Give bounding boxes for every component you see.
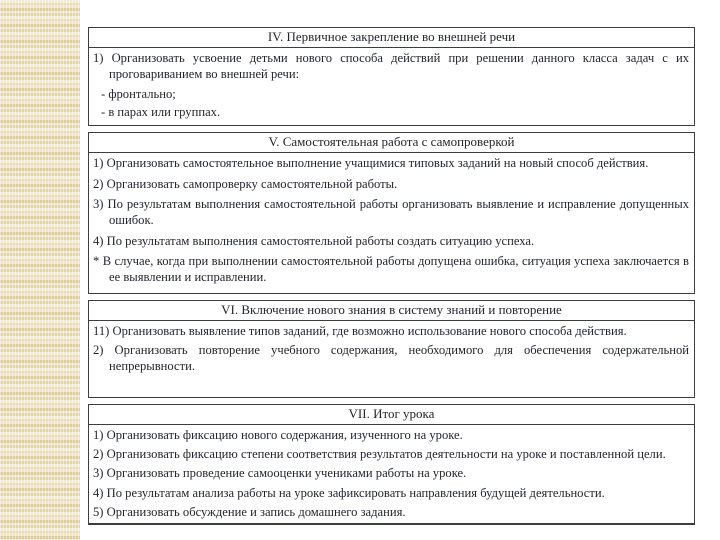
section-box	[88, 300, 695, 398]
list-item: 5) Организовать обсуждение и запись домашнего задания.	[93, 505, 406, 520]
section-title: IV. Первичное закрепление во внешней речи	[89, 28, 694, 48]
list-item: 11) Организовать выявление типов заданий, где возможно использование нового способа действия.	[93, 323, 627, 338]
section-box	[88, 27, 695, 126]
section-box	[88, 404, 695, 526]
list-item: 1) Организовать самостоятельное выполнение учащимися типовых заданий на новый способ действия.	[93, 156, 649, 171]
section-title: VII. Итог урока	[89, 405, 694, 425]
content-column	[88, 27, 695, 531]
section-title: V. Самостоятельная работа с самопроверкой	[89, 133, 694, 153]
list-item: 3) По результатам выполнения самостоятельной работы организовать выявление и исправление допущенных ошибок.	[93, 196, 689, 228]
section-body	[89, 425, 694, 524]
list-item: 4) По результатам анализа работы на уроке зафиксировать направления будущей деятельности.	[93, 485, 605, 500]
section-box	[88, 132, 695, 293]
list-item: 4) По результатам выполнения самостоятельной работы создать ситуацию успеха.	[93, 233, 535, 248]
list-item: 2) Организовать повторение учебного содержания, необходимого для обеспечения содержательной непрерывности.	[93, 342, 689, 374]
section-body	[89, 321, 694, 397]
sections-container	[88, 27, 695, 525]
list-item: - фронтально;	[101, 86, 176, 101]
list-item: 2) Организовать фиксацию степени соответствия результатов деятельности на уроке и поставленной цели.	[93, 446, 666, 461]
list-item: 3) Организовать проведение самооценки учениками работы на уроке.	[93, 466, 467, 481]
section-body	[89, 153, 694, 293]
list-item: 1) Организовать усвоение детьми нового способа действий при решении данного класса задач с их проговариванием во внешней речи:	[93, 50, 689, 82]
section-title: VI. Включение нового знания в систему знаний и повторение	[89, 301, 694, 321]
list-item: - в парах или группах.	[101, 104, 221, 119]
list-item: * В случае, когда при выполнении самостоятельной работы допущена ошибка, ситуация успеха заключается в ее выявлении и исправлении.	[93, 254, 689, 285]
section-body	[89, 48, 694, 125]
list-item: 1) Организовать фиксацию нового содержания, изученного на уроке.	[93, 427, 463, 442]
list-item: 2) Организовать самопроверку самостоятельной работы.	[93, 176, 398, 191]
background-texture-strip	[0, 0, 80, 540]
